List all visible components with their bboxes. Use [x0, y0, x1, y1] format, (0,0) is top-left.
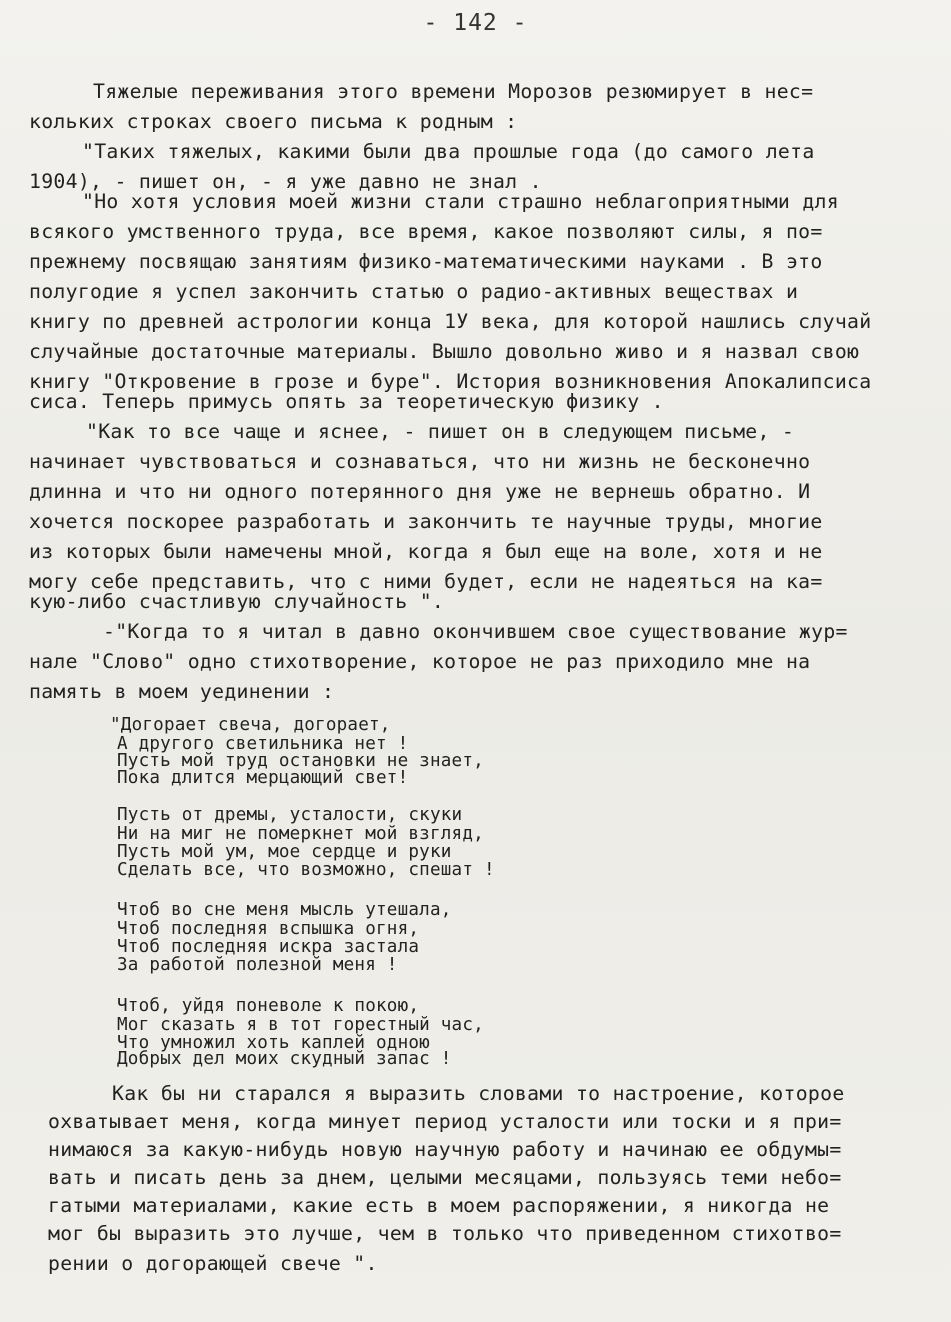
text-line: "Как то все чаще и яснее, - пишет он в следующем письме, -	[86, 420, 795, 443]
text-line: нимаюся за какую-нибудь новую научную работу и начинаю ее обдумы=	[48, 1138, 842, 1161]
poem-line: А другого светильника нет !	[117, 734, 409, 754]
text-line: 1904), - пишет он, - я уже давно не знал .	[29, 170, 542, 193]
text-line: книгу "Откровение в грозе и буре". История возникновения Апокалипсиса	[29, 370, 872, 393]
text-line: мог бы выразить это лучше, чем в только что приведенном стихотво=	[48, 1222, 842, 1245]
text-line: вать и писать день за днем, целыми месяцами, пользуясь теми небо=	[48, 1166, 842, 1189]
poem-line: Ни на миг не померкнет мой взгляд,	[117, 824, 484, 844]
text-line: могу себе представить, что с ними будет, если не надеяться на ка=	[29, 570, 823, 593]
poem-line: За работой полезной меня !	[117, 955, 398, 975]
text-line: Как бы ни старался я выразить словами то настроение, которое	[112, 1082, 845, 1105]
poem-line: Что умножил хоть каплей одною	[117, 1033, 430, 1053]
text-line: Тяжелые переживания этого времени Морозов резюмирует в нес=	[93, 80, 814, 103]
page-number: - 142 -	[423, 10, 528, 36]
text-line: книгу по древней астрологии конца 1У века, для которой нашлись случай	[29, 310, 872, 333]
text-line: хочется поскорее разработать и закончить те научные труды, многие	[29, 510, 823, 533]
text-line: "Таких тяжелых, какими были два прошлые года (до самого лета	[82, 140, 815, 163]
text-line: "Но хотя условия моей жизни стали страшно неблагоприятными для	[82, 190, 839, 213]
text-line: кольких строках своего письма к родным :	[29, 110, 518, 133]
poem-line: Сделать все, что возможно, спешат !	[117, 860, 495, 880]
poem-line: Пока длится мерцающий свет!	[117, 768, 409, 788]
text-line: сиса. Теперь примусь опять за теоретическую физику .	[29, 390, 664, 413]
text-line: охватывает меня, когда минует период усталости или тоски и я при=	[48, 1110, 842, 1133]
poem-line: Пусть от дремы, усталости, скуки	[117, 805, 463, 825]
text-line: -"Когда то я читал в давно окончившем свое существование жур=	[103, 620, 848, 643]
text-line: прежнему посвящаю занятиям физико-математическими науками . В это	[29, 250, 823, 273]
poem-line: Чтоб во сне меня мысль утешала,	[117, 900, 452, 920]
poem-line: Чтоб, уйдя поневоле к покою,	[117, 996, 420, 1016]
poem-line: Мог сказать я в тот горестный час,	[117, 1015, 484, 1035]
text-line: нале "Слово" одно стихотворение, которое не раз приходило мне на	[29, 650, 811, 673]
text-line: из которых были намечены мной, когда я был еще на воле, хотя и не	[29, 540, 823, 563]
text-line: всякого умственного труда, все время, какое позволяют силы, я по=	[29, 220, 823, 243]
text-line: кую-либо счастливую случайность ".	[29, 590, 445, 613]
text-line: память в моем уединении :	[29, 680, 335, 703]
poem-line: Чтоб последняя искра застала	[117, 937, 420, 957]
text-line: случайные достаточные материалы. Вышло довольно живо и я назвал свою	[29, 340, 860, 363]
text-line: рении о догорающей свече ".	[48, 1252, 378, 1275]
poem-line: Чтоб последняя вспышка огня,	[117, 919, 420, 939]
poem-line: Добрых дел моих скудный запас !	[117, 1049, 452, 1069]
poem-line: "Догорает свеча, догорает,	[110, 715, 391, 735]
poem-line: Пусть мой труд остановки не знает,	[117, 751, 484, 771]
text-line: начинает чувствоваться и сознаваться, что ни жизнь не бесконечно	[29, 450, 811, 473]
poem-line: Пусть мой ум, мое сердце и руки	[117, 842, 452, 862]
text-line: гатыми материалами, какие есть в моем распоряжении, я никогда не	[48, 1194, 830, 1217]
text-line: полугодие я успел закончить статью о радио-активных веществах и	[29, 280, 799, 303]
text-line: длинна и что ни одного потерянного дня уже не вернешь обратно. И	[29, 480, 811, 503]
